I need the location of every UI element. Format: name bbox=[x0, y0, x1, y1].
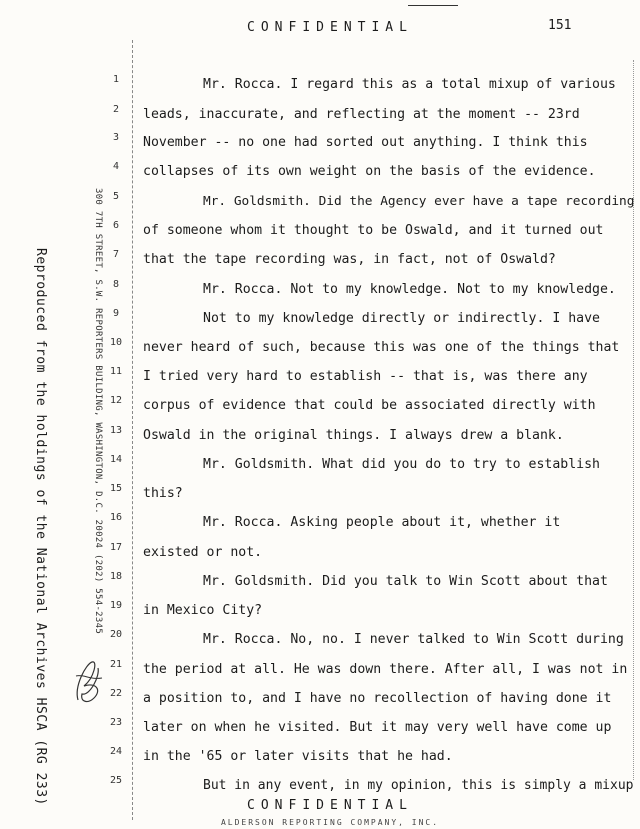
line-number: 19 bbox=[109, 600, 123, 611]
transcript-line: November -- no one had sorted out anything. I think this bbox=[143, 135, 588, 150]
transcript-line: I tried very hard to establish -- that is, was there any bbox=[143, 369, 588, 384]
transcript-line: a position to, and I have no recollection of having done it bbox=[143, 691, 612, 706]
line-number: 8 bbox=[112, 279, 120, 290]
line-number: 15 bbox=[109, 483, 123, 494]
line-number: 20 bbox=[109, 629, 123, 640]
line-number: 18 bbox=[109, 571, 123, 582]
line-number: 11 bbox=[109, 366, 123, 377]
line-number: 7 bbox=[112, 249, 120, 260]
line-number: 17 bbox=[109, 542, 123, 553]
transcript-line: the period at all. He was down there. After all, I was not in bbox=[143, 662, 628, 677]
transcript-line: never heard of such, because this was one of the things that bbox=[143, 340, 620, 355]
transcript-line: corpus of evidence that could be associated directly with bbox=[143, 398, 596, 413]
top-mark bbox=[408, 0, 458, 6]
right-edge bbox=[633, 60, 634, 780]
transcript-line: in Mexico City? bbox=[143, 603, 263, 618]
transcript-line: collapses of its own weight on the basis of the evidence. bbox=[143, 164, 596, 179]
line-number: 13 bbox=[109, 425, 123, 436]
line-number: 23 bbox=[109, 717, 123, 728]
transcript-line: Mr. Rocca. Not to my knowledge. Not to my knowledge. bbox=[203, 282, 616, 297]
footer-confidential: CONFIDENTIAL bbox=[247, 798, 413, 813]
transcript-line: later on when he visited. But it may very well have come up bbox=[143, 720, 612, 735]
transcript-line: this? bbox=[143, 486, 183, 501]
line-number: 14 bbox=[109, 454, 123, 465]
transcript-line: Mr. Rocca. I regard this as a total mixup of various bbox=[203, 77, 616, 92]
handwritten-initials bbox=[72, 656, 106, 708]
line-number: 9 bbox=[112, 308, 120, 319]
page-number: 151 bbox=[548, 18, 572, 33]
transcript-line: Mr. Rocca. No, no. I never talked to Win Scott during bbox=[203, 632, 624, 647]
line-number: 4 bbox=[112, 161, 120, 172]
archive-note: Reproduced from the holdings of the National Archives HSCA (RG 233) bbox=[33, 248, 48, 806]
line-number: 1 bbox=[112, 74, 120, 85]
transcript-line: that the tape recording was, in fact, not of Oswald? bbox=[143, 252, 556, 267]
transcript-line: But in any event, in my opinion, this is simply a mixup bbox=[203, 778, 634, 793]
line-number: 22 bbox=[109, 688, 123, 699]
line-number: 12 bbox=[109, 395, 123, 406]
line-number: 6 bbox=[112, 220, 120, 231]
line-number: 10 bbox=[109, 337, 123, 348]
line-number: 25 bbox=[109, 775, 123, 786]
transcript-line: Not to my knowledge directly or indirectly. I have bbox=[203, 311, 600, 326]
transcript-line: existed or not. bbox=[143, 545, 263, 560]
reporter-address: 300 7TH STREET, S.W. REPORTERS BUILDING, WASHINGTON, D.C. 20024 (202) 554-2345 bbox=[93, 188, 103, 635]
transcript-line: Mr. Goldsmith. Did you talk to Win Scott about that bbox=[203, 574, 608, 589]
transcript-line: leads, inaccurate, and reflecting at the moment -- 23rd bbox=[143, 107, 580, 122]
line-number: 24 bbox=[109, 746, 123, 757]
transcript-line: Mr. Goldsmith. What did you do to try to establish bbox=[203, 457, 600, 472]
transcript-line: Mr. Rocca. Asking people about it, whether it bbox=[203, 515, 561, 530]
line-number: 21 bbox=[109, 659, 123, 670]
header-confidential: CONFIDENTIAL bbox=[247, 20, 413, 35]
transcript-line: of someone whom it thought to be Oswald, and it turned out bbox=[143, 223, 604, 238]
line-number: 5 bbox=[112, 191, 120, 202]
line-number: 16 bbox=[109, 512, 123, 523]
footer-company: ALDERSON REPORTING COMPANY, INC. bbox=[220, 818, 440, 827]
transcript-line: in the '65 or later visits that he had. bbox=[143, 749, 453, 764]
transcript-line: Mr. Goldsmith. Did the Agency ever have a tape recording bbox=[203, 194, 635, 209]
transcript-line: Oswald in the original things. I always drew a blank. bbox=[143, 428, 564, 443]
margin-line bbox=[132, 40, 133, 820]
line-number: 3 bbox=[112, 132, 120, 143]
line-number: 2 bbox=[112, 104, 120, 115]
